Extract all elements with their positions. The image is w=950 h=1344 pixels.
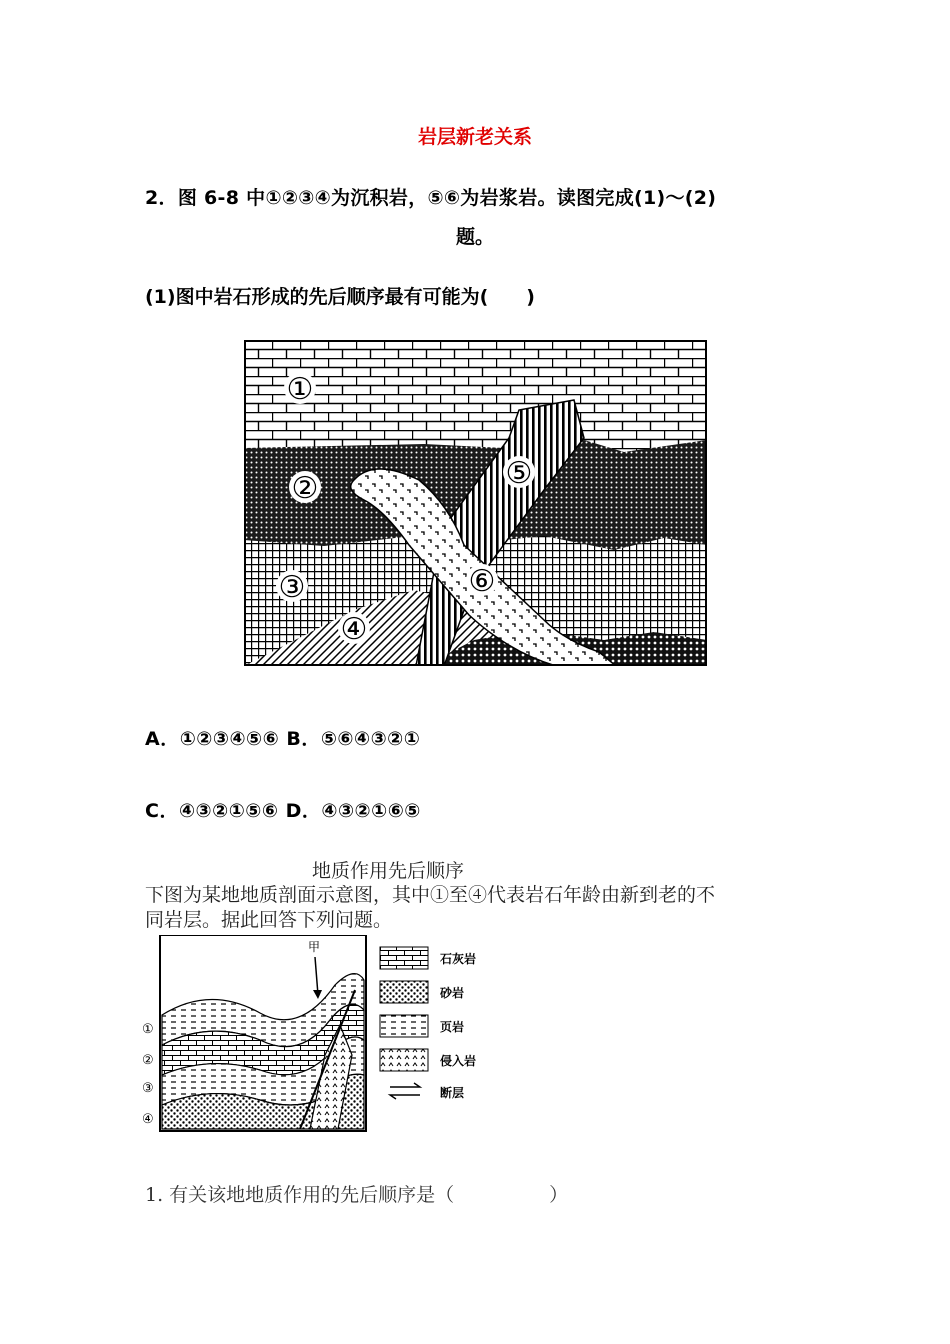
label-2: ② [291,471,319,506]
rock-strata-figure [244,340,707,666]
legend-sandstone: 砂岩 [440,986,465,1000]
geologic-profile-figure [140,935,500,1135]
legend-fault: 断层 [440,1086,465,1100]
layer-label-1: ① [142,1022,154,1037]
page-title: 岩层新老关系 [417,126,532,148]
legend [380,947,476,1100]
section-2-intro: 下图为某地地质剖面示意图，其中①至④代表岩石年龄由新到老的不 [145,884,716,906]
layer-label-4: ④ [142,1112,154,1127]
section-2-question-1: 1. 有关该地地质作用的先后顺序是（ ） [145,1184,569,1206]
legend-limestone: 石灰岩 [440,952,477,966]
layer-label-3: ③ [142,1081,154,1096]
section-2-title: 地质作用先后顺序 [312,860,465,882]
section-2-intro-cont: 同岩层。据此回答下列问题。 [145,909,393,931]
fault-arrows-icon [390,1083,420,1099]
options-c-d: C．④③②①⑤⑥ D．④③②①⑥⑤ [145,800,421,822]
label-6: ⑥ [468,564,496,599]
question-2-text-cont: 题。 [455,226,494,248]
sub-question-1: (1)图中岩石形成的先后顺序最有可能为( ) [145,286,535,308]
label-3: ③ [278,570,306,605]
layer-label-2: ② [142,1053,154,1068]
options-a-b: A．①②③④⑤⑥ B．⑤⑥④③②① [145,728,421,750]
legend-shale: 页岩 [440,1020,465,1034]
label-1: ① [286,372,314,407]
label-4: ④ [340,612,368,647]
question-2-text: 2．图 6-8 中①②③④为沉积岩，⑤⑥为岩浆岩。读图完成(1)～(2) [145,187,717,209]
legend-intrusive: 侵入岩 [440,1054,477,1068]
label-5: ⑤ [505,456,533,491]
pointer-label: 甲 [308,940,321,954]
